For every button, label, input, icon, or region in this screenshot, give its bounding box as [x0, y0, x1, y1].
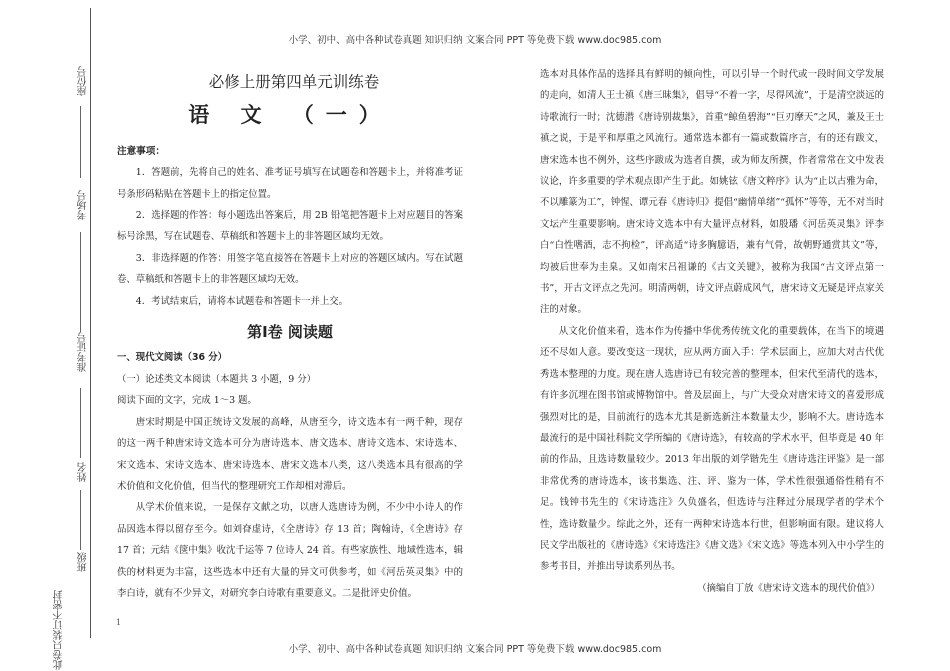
passage-paragraph: 从文化价值来看，选本作为传播中华优秀传统文化的重要载体，在当下的境遇还不尽如人意。要改变这一现状，应从两方面入手：学术层面上，应加大对古代优秀选本整理的力度。现在唐人选唐诗已有较完善的整理本，但宋代至清代的选本，有许多沉埋在图书馆或博物馆中。普及层面上，与广大受众对唐宋诗文的喜爱形成强烈对比的是，目前流行的选本尤其是新选新注本数量太少，影响不大。唐诗选本最流行的是中国社科院文学所编的《唐诗选》，有较高的学术水平，但毕竟是 40 年前的作品，且选诗数量较少。2013 年出版的刘学锴先生《唐诗选注评鉴》是一部非常优秀的唐诗选本，该书集选、注、评、鉴为一体，学术性很强通俗性稍有不足。钱钟书先生的《宋诗选注》久负盛名，但选诗与注释过分展现学者的学术个性，选诗数量少。综此之外，还有一两种宋诗选本行世，但影响面有限。建议将人民文学出版社的《唐诗选》《宋诗选注》《唐文选》《宋文选》等选本列入中小学生的参考书目，并推出导读系列丛书。 [540, 325, 884, 573]
sub-heading: （一）论述类文本阅读（本题共 3 小题，9 分） [117, 373, 316, 385]
note-item: 1．答题前，先将自己的姓名、准考证号填写在试题卷和答题卡上，并将准考证号条形码粘贴在答题卡上的指定位置。 [117, 167, 463, 200]
right-column [540, 64, 884, 599]
page-header: 小学、初中、高中各种试卷真题 知识归纳 文案合同 PPT 等免费下载 www.doc985.com [288, 35, 662, 46]
note-item: 4．考试结束后，请将本试题卷和答题卡一并上交。 [135, 295, 349, 307]
admission-blank [80, 388, 81, 458]
passage-paragraph: 选本对具体作品的选择具有鲜明的倾向性，可以引导一个时代或一段时间文学发展的走向，如清人王士禛《唐三昧集》，倡导“不着一字，尽得风流”，于是清空淡远的诗歌流行一时；沈德潜《唐诗别裁集》，首重“鲸鱼碧海”“巨刃摩天”之风，兼及王士禛之说，于是平和厚重之风流行。通常选本都有一篇或数篇序言，有的还有跋文，唐宋选本也不例外，这些序跋成为选者自撰，或为师友所撰，作者常常在文中发表议论，许多重要的学术观点即产生于此。如姚铉《唐文粹序》认为“止以古雅为命，不以雕篆为工”，钟惺、谭元春《唐诗归》提倡“幽情单绪”“孤怀”等等，无不对当时文坛产生重要影响。唐宋诗文选本中有大量评点材料，如殷璠《河岳英灵集》评李白“白性嗜酒，志不拘检”，评高适“诗多胸臆语，兼有气骨，故朝野通赏其文”等，均被后世奉为圭臬。又如南宋吕祖谦的《古文关键》，被称为我国“古文评点第一书”，开古文评点之先河。明清两朝，诗文评点蔚成风气，唐宋诗文无疑是评点家关注的对象。 [540, 69, 884, 316]
note-item: 2．选择题的作答：每小题选出答案后，用 2B 铅笔把答题卡上对应题目的答案标号涂黑，写在试题卷、草稿纸和答题卡上的非答题区域均无效。 [117, 210, 463, 243]
seat-blank [80, 106, 81, 178]
note-item: 3．非选择题的作答：用签字笔直接答在答题卡上对应的答题区域内。写在试题卷、草稿纸和答题卡上的非答题区域均无效。 [117, 252, 463, 286]
binding-line [90, 8, 91, 638]
left-column [117, 70, 463, 604]
instruction: 阅读下面的文字，完成 1～3 题。 [117, 395, 257, 407]
exam-room-blank [80, 232, 81, 332]
passage-paragraph: 唐宋时期是中国正统诗文发展的高峰，从唐至今，诗文选本有一两千种，现存的这一两千种唐宋诗文选本可分为唐诗选本、唐文选本、唐诗文选本、宋诗选本、宋文选本、宋诗文选本、唐宋诗选本、唐宋文选本八类，这八类选本具有很高的学术价值和文化价值，但当代的整理研究工作却相对滞后。 [117, 416, 463, 492]
name-blank [80, 490, 81, 550]
source-citation: （摘编自丁放《唐宋诗文选本的现代价值》） [697, 582, 880, 594]
passage-paragraph: 从学术价值来说，一是保存文献之功，以唐人选唐诗为例，不少中小诗人的作品因选本得以留存至今。如刘眘虚诗，《全唐诗》存 13 首；陶翰诗，《全唐诗》存 17 首；元结《箧中集》收沈千运等 7 位诗人 24 首。有些家族性、地域性选本，辑佚的材料更为丰富，这些选本中还有大量的异文可供参考，如《河岳英灵集》中的李白诗，就有不少异文，对研究李白诗歌有重要意义。二是批评史价值。 [117, 502, 463, 599]
page-tick: 1 [116, 618, 122, 627]
part-heading: 一、现代文阅读（36 分） [117, 352, 228, 364]
paper-title: 必修上册第四单元训练卷 [208, 73, 380, 91]
section-title: 第Ⅰ卷 阅读题 [247, 323, 333, 342]
exam-room-label: 考场号 [78, 190, 89, 220]
name-label: 姓名 [78, 462, 89, 482]
page-footer: 小学、初中、高中各种试卷真题 知识归纳 文案合同 PPT 等免费下载 www.doc985.com [288, 644, 662, 655]
subject-title: 语 文 （一） [188, 103, 392, 128]
admission-number-label: 准考证号 [78, 332, 89, 372]
seat-label: 座位号 [78, 66, 89, 96]
class-label: 班级 [78, 552, 89, 572]
binding-notice: 此卷只装订不密封 [54, 590, 65, 670]
notes-heading: 注意事项： [117, 145, 165, 157]
